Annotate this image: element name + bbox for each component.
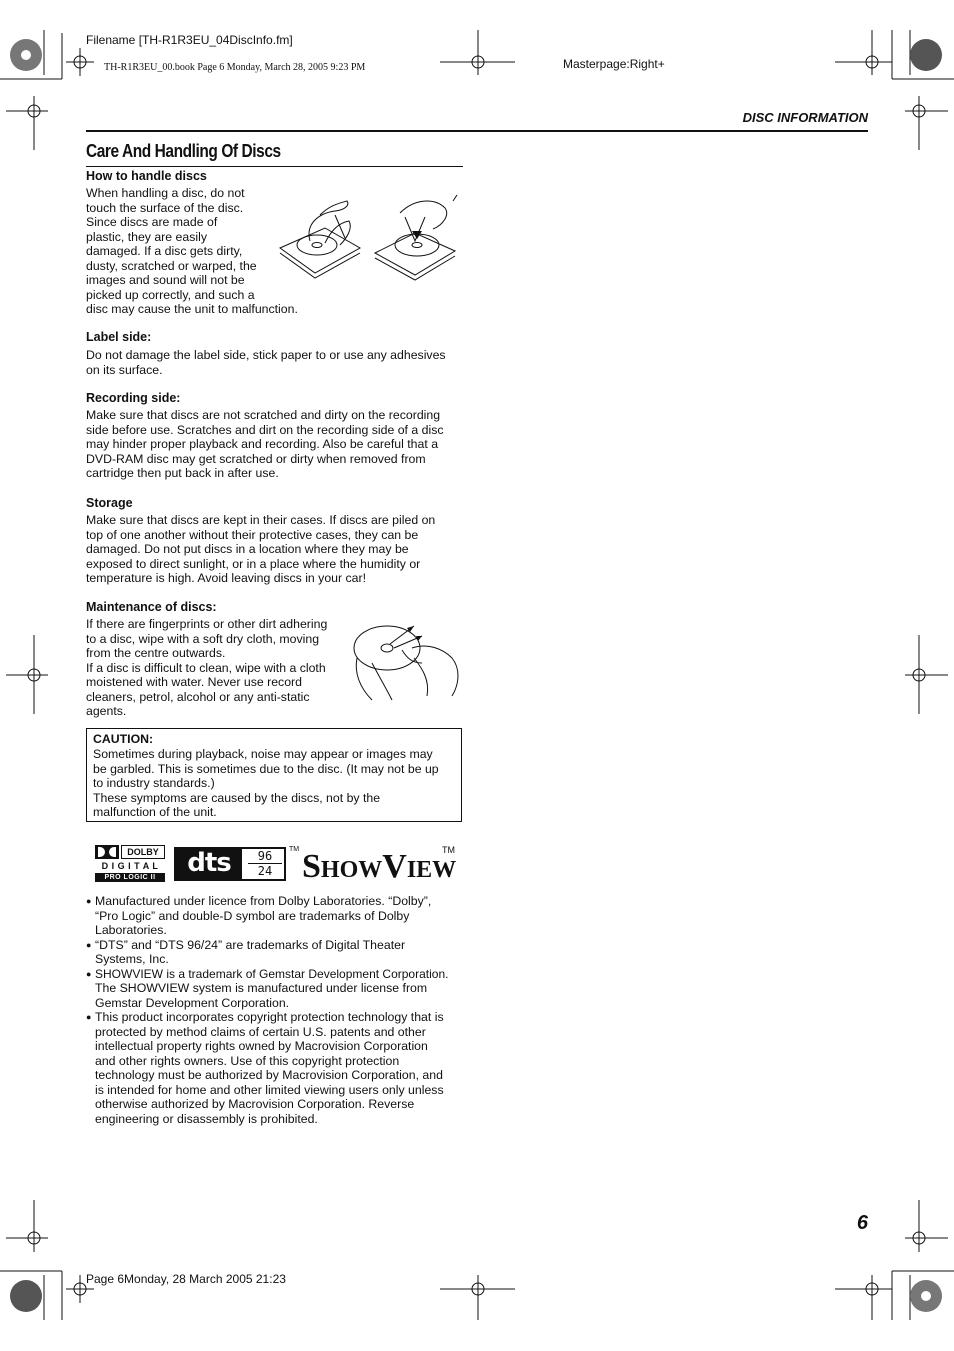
trademark-item-dts: ● “DTS” and “DTS 96/24” are trademarks of Digital Theater Systems, Inc.: [86, 937, 406, 966]
storage-text: Make sure that discs are kept in their cases. If discs are piled on top of one another without their protective cases, they can be damaged. Do not put discs in a location where they may be exposed to direct sunlight, or in a place where the humidity or temperature is high. Avoid leaving discs in your car!: [86, 513, 436, 585]
filename-stamp: Filename [TH-R1R3EU_04DiscInfo.fm]: [86, 33, 293, 47]
maintenance-text: If there are fingerprints or other dirt adhering to a disc, wipe with a soft dry cloth, moving from the centre outwards. If a disc is difficult to clean, wipe with a cloth moistened with water. Never use record cleaners, petrol, alcohol or any anti-static agents.: [86, 617, 328, 718]
maintenance-heading: Maintenance of discs:: [86, 600, 217, 614]
page-number: 6: [856, 1212, 868, 1234]
label-side-text: Do not damage the label side, stick paper to or use any adhesives on its surface.: [86, 348, 446, 377]
caution-box: [86, 728, 462, 822]
header-rule: [86, 130, 868, 132]
disc-wiping-illustration: [352, 618, 464, 704]
showview-tm: TM: [442, 845, 455, 855]
page-title: Care And Handling Of Discs: [86, 141, 281, 161]
showview-logo: SHOWVIEW: [302, 848, 457, 885]
trademark-item-dolby: ● Manufactured under licence from Dolby Laboratories. “Dolby”, “Pro Logic” and double-D symbol are trademarks of Dolby Laboratories.: [86, 894, 432, 937]
handle-heading: How to handle discs: [86, 169, 207, 183]
disc-handling-illustration: [275, 193, 465, 283]
book-info-stamp: TH-R1R3EU_00.book Page 6 Monday, March 28, 2005 9:23 PM: [104, 62, 366, 73]
footer-stamp: Page 6Monday, 28 March 2005 21:23: [86, 1272, 286, 1286]
storage-heading: Storage: [86, 496, 133, 510]
trademark-item-showview: ● SHOWVIEW is a trademark of Gemstar Development Corporation. The SHOWVIEW system is manufactured under license from Gemstar Development Corporation.: [86, 966, 449, 1010]
recording-side-heading: Recording side:: [86, 391, 181, 405]
masterpage-stamp: Masterpage:Right+: [563, 57, 665, 71]
caution-text: Sometimes during playback, noise may appear or images may be garbled. This is sometimes due to the disc. (It may not be up to industry standards.) These symptoms are caused by the discs, not by the malfunction of the unit.: [93, 747, 439, 819]
title-rule: [86, 166, 463, 167]
caution-heading: CAUTION:: [93, 732, 154, 746]
section-header: DISC INFORMATION: [742, 110, 868, 125]
handle-text: When handling a disc, do not touch the surface of the disc. Since discs are made of plastic, they are easily damaged. If a disc gets dirty, dusty, scratched or warped, the images and sound will not be picked up correctly, and such a disc may cause the unit to malfunction.: [86, 186, 298, 316]
recording-side-text: Make sure that discs are not scratched and dirty on the recording side before use. Scratches and dirt on the recording side of a disc may hinder proper playback and recording. Also be careful that a DVD-RAM disc may get scratched or dirty when removed from cartridge then put back in after use.: [86, 408, 444, 480]
dts-tm: TM: [289, 846, 300, 853]
trademark-list: [86, 894, 466, 1126]
double-d-icon: [95, 845, 119, 859]
trademark-item-macrovision: ● This product incorporates copyright protection technology that is protected by method claims of certain U.S. patents and other intellectual property rights owned by Macrovision Corporation and other rights owners. Use of this copyright protection technology must be authorized by Macrovision Corporation, and is intended for home and other limited viewing users only unless otherwise authorized by Macrovision Corporation. Reverse engineering or disassembly is prohibited.: [86, 1010, 444, 1126]
label-side-heading: Label side:: [86, 330, 152, 344]
dolby-logo: DOLBY D I G I T A L PRO LOGIC II: [95, 845, 165, 883]
dts-logo: dts 96 24: [174, 847, 286, 881]
